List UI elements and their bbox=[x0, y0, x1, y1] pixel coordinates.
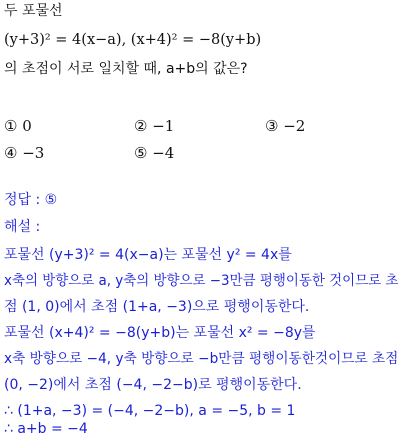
solution-line-3: 점 (1, 0)에서 초점 (1+a, −3)으로 평행이동한다. bbox=[4, 299, 310, 315]
solution-line-2: x축의 방향으로 a, y축의 방향으로 −3만큼 평행이동한 것이므로 초 bbox=[4, 273, 399, 289]
solution-line-7: ∴ (1+a, −3) = (−4, −2−b), a = −5, b = 1 bbox=[4, 403, 296, 419]
solution-line-4: 포물선 (x+4)² = −8(y+b)는 포물선 x² = −8y를 bbox=[4, 325, 316, 341]
solution-line-8: ∴ a+b = −4 bbox=[4, 421, 88, 437]
solution-line-1: 포물선 (y+3)² = 4(x−a)는 포물선 y² = 4x를 bbox=[4, 247, 292, 263]
solution-line-5: x축 방향으로 −4, y축 방향으로 −b만큼 평행이동한것이므로 초점 bbox=[4, 351, 399, 367]
answer-line: 정답 : ⑤ bbox=[4, 192, 58, 208]
solution-line-6: (0, −2)에서 초점 (−4, −2−b)로 평행이동한다. bbox=[4, 377, 302, 393]
choice-2[interactable]: ② −1 bbox=[134, 117, 175, 135]
problem-question: 의 초점이 서로 일치할 때, a+b의 값은? bbox=[4, 61, 248, 77]
choice-4[interactable]: ④ −3 bbox=[4, 144, 45, 162]
problem-line-1: 두 포물선 bbox=[4, 3, 63, 19]
choice-1[interactable]: ① 0 bbox=[4, 117, 32, 135]
solution-header: 해설 : bbox=[4, 219, 41, 235]
choice-3[interactable]: ③ −2 bbox=[265, 117, 306, 135]
problem-equation: (y+3)² = 4(x−a), (x+4)² = −8(y+b) bbox=[4, 32, 262, 48]
choice-5[interactable]: ⑤ −4 bbox=[134, 144, 175, 162]
